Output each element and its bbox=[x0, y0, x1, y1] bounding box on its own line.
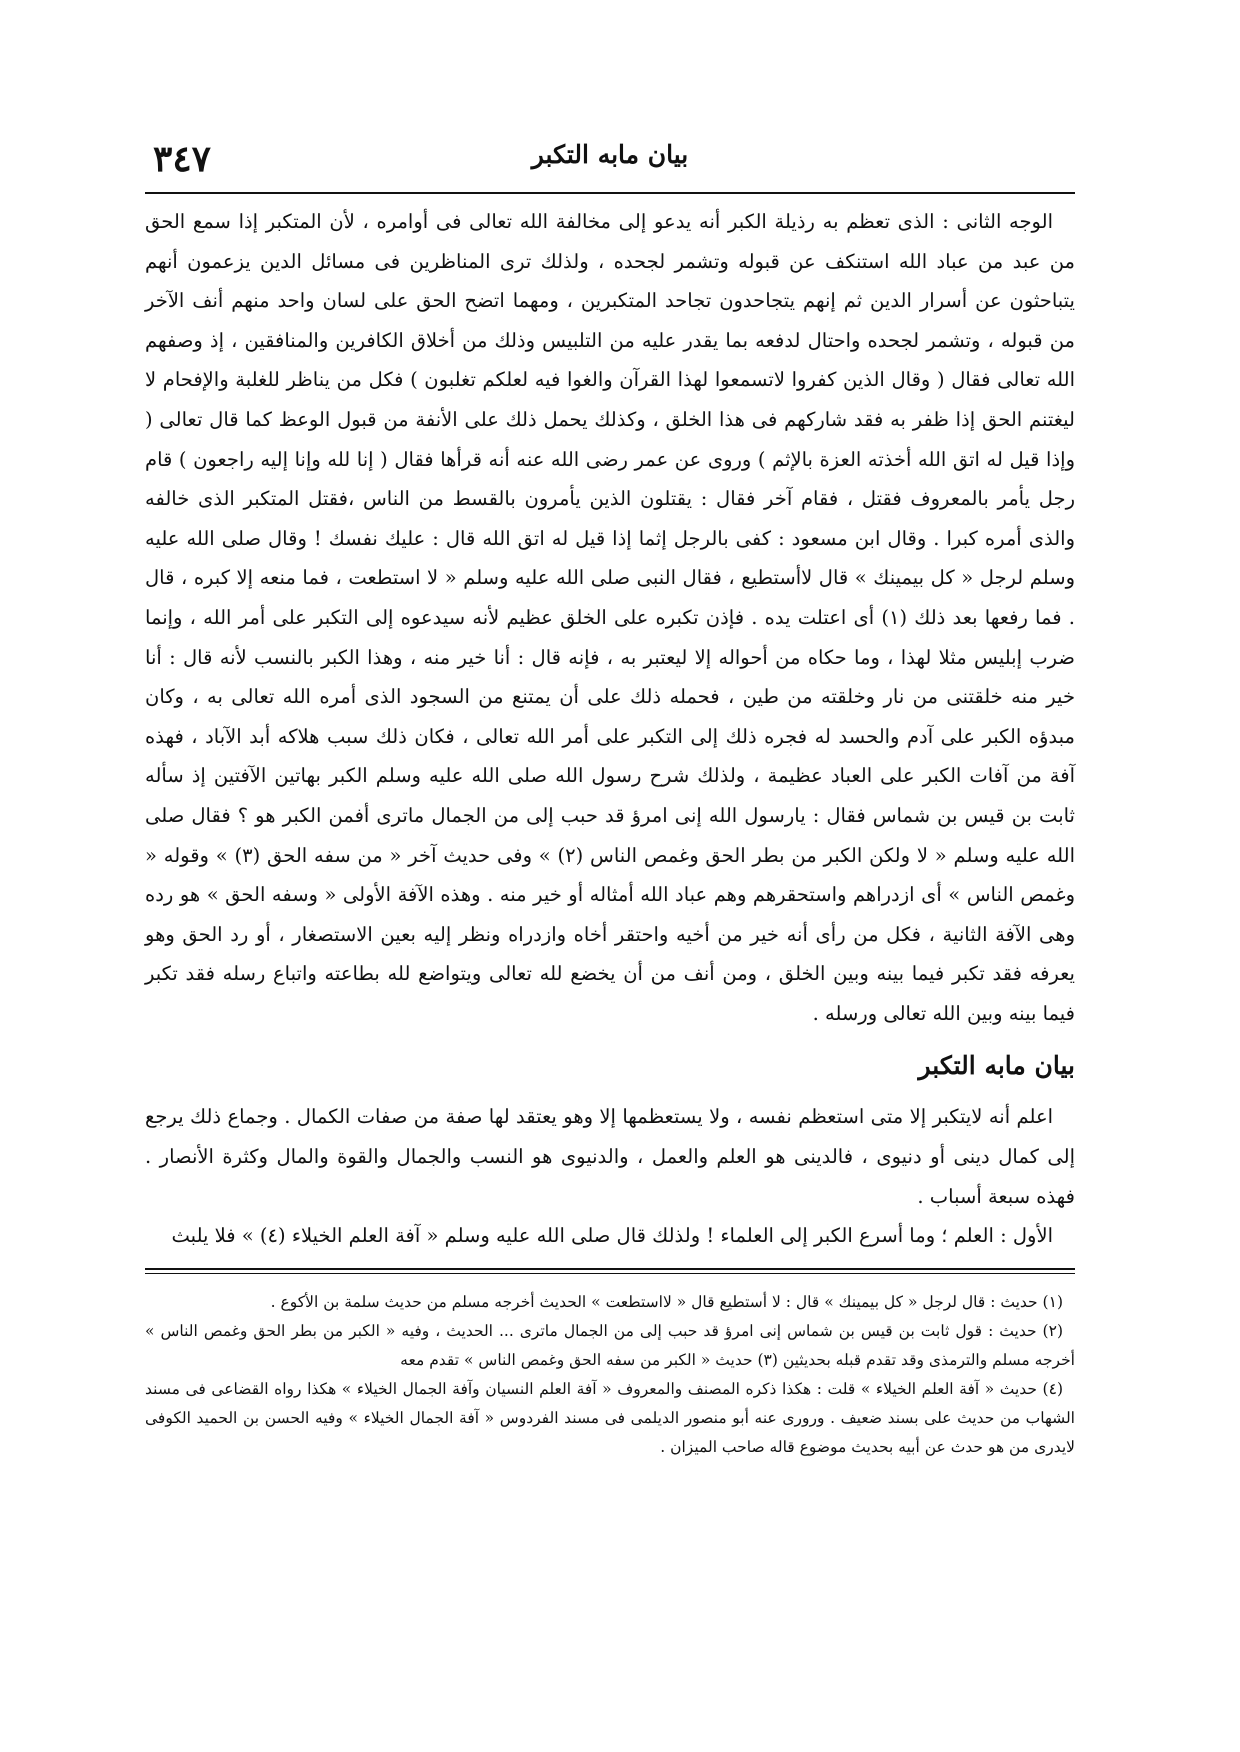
footnotes bbox=[145, 1288, 1075, 1462]
book-page bbox=[145, 130, 1075, 1690]
body-paragraph: الوجه الثانى : الذى تعظم به رذيلة الكبر أنه يدعو إلى مخالفة الله تعالى فى أوامره ، لأن المتكبر إذا سمع الحق من عبد من عباد الله استنكف عن قبوله وتشمر لجحده ، ولذلك ترى المناظرين فى مسائل الدين يزعمون أنهم يتباحثون عن أسرار الدين ثم إنهم يتجاحدون تجاحد المتكبرين ، ومهما اتضح الحق على لسان واحد منهم أنف الآخر من قبوله ، وتشمر لجحده واحتال لدفعه بما يقدر عليه من التلبيس وذلك من أخلاق الكافرين والمنافقين ، إذ وصفهم الله تعالى فقال ( وقال الذين كفروا لاتسمعوا لهذا القرآن والغوا فيه لعلكم تغلبون ) فكل من يناظر للغلبة والإفحام لا ليغتنم الحق إذا ظفر به فقد شاركهم فى هذا الخلق ، وكذلك يحمل ذلك على الأنفة من قبول الوعظ كما قال تعالى ( وإذا قيل له اتق الله أخذته العزة بالإثم ) وروى عن عمر رضى الله عنه أنه قرأها فقال ( إنا لله وإنا إليه راجعون ) قام رجل يأمر بالمعروف فقتل ، فقام آخر فقال : يقتلون الذين يأمرون بالقسط من الناس ،فقتل المتكبر الذى خالفه والذى أمره كبرا . وقال ابن مسعود : كفى بالرجل إثما إذا قيل له اتق الله قال : عليك نفسك ! وقال صلى الله عليه وسلم لرجل « كل بيمينك » قال لاأستطيع ، فقال النبى صلى الله عليه وسلم « لا استطعت ، فما منعه إلا كبره ، قال . فما رفعها بعد ذلك (١) أى اعتلت يده . فإذن تكبره على الخلق عظيم لأنه سيدعوه إلى التكبر على أمر الله ، وإنما ضرب إبليس مثلا لهذا ، وما حكاه من أحواله إلا ليعتبر به ، فإنه قال : أنا خير منه ، وهذا الكبر بالنسب لأنه قال : أنا خير منه خلقتنى من نار وخلقته من طين ، فحمله ذلك على أن يمتنع من السجود الذى أمره الله تعالى به ، وكان مبدؤه الكبر على آدم والحسد له فجره ذلك إلى التكبر على أمر الله تعالى ، فكان ذلك سبب هلاكه أبد الآباد ، فهذه آفة من آفات الكبر على العباد عظيمة ، ولذلك شرح رسول الله صلى الله عليه وسلم الكبر بهاتين الآفتين إذ سأله ثابت بن قيس بن شماس فقال : يارسول الله إنى امرؤ قد حبب إلى من الجمال ماترى أفمن الكبر هو ؟ فقال صلى الله عليه وسلم « لا ولكن الكبر من بطر الحق وغمص الناس (٢) » وفى حديث آخر « من سفه الحق (٣) » وقوله « وغمص الناس » أى ازدراهم واستحقرهم وهم عباد الله أمثاله أو خير منه . وهذه الآفة الأولى « وسفه الحق » هو رده وهى الآفة الثانية ، فكل من رأى أنه خير من أخيه واحتقر أخاه وازدراه ونظر إليه بعين الاستصغار ، أو رد الحق وهو يعرفه فقد تكبر فيما بينه وبين الخلق ، ومن أنف من أن يخضع لله تعالى ويتواضع لله بطاعته واتباع رسله فقد تكبر فيما بينه وبين الله تعالى ورسله . bbox=[145, 210, 1076, 1025]
running-title: بيان مابه التكبر bbox=[531, 140, 689, 169]
footnote: (٤) حديث « آفة العلم الخيلاء » قلت : هكذا ذكره المصنف والمعروف « آفة العلم النسيان وآفة الجمال الخيلاء » هكذا رواه القضاعى فى مسند الشهاب من حديث على بسند ضعيف . ورورى عنه أبو منصور الديلمى فى مسند الفردوس « آفة الجمال الخيلاء » وفيه الحسن بن الحميد الكوفى لايدرى من هو حدث عن أبيه بحديث موضوع قاله صاحب الميزان . bbox=[145, 1379, 1075, 1456]
body-paragraph: اعلم أنه لايتكبر إلا متى استعظم نفسه ، ولا يستعظمها إلا وهو يعتقد لها صفة من صفات الكمال . وجماع ذلك يرجع إلى كمال دينى أو دنيوى ، فالدينى هو العلم والعمل ، والدنيوى هو النسب والجمال والقوة والمال وكثرة الأنصار . فهذه سبعة أسباب . bbox=[145, 1105, 1075, 1208]
body-paragraph: الأول : العلم ؛ وما أسرع الكبر إلى العلماء ! ولذلك قال صلى الله عليه وسلم « آفة العلم الخيلاء (٤) » فلا يلبث bbox=[171, 1224, 1053, 1248]
running-head bbox=[145, 130, 1075, 192]
header-rule bbox=[145, 192, 1075, 194]
footnote-divider bbox=[145, 1268, 1075, 1274]
section-title: بيان مابه التكبر bbox=[918, 1051, 1075, 1081]
page-number: ٣٤٧ bbox=[153, 138, 212, 180]
footnote: (١) حديث : قال لرجل « كل بيمينك » قال : لا أستطيع قال « لااستطعت » الحديث أخرجه مسلم من حديث سلمة بن الأكوع . bbox=[270, 1292, 1063, 1311]
main-text bbox=[145, 202, 1075, 1256]
footnote: (٢) حديث : قول ثابت بن قيس بن شماس إنى امرؤ قد حبب إلى من الجمال ماترى ... الحديث ، وفيه « الكبر من بطر الحق وغمص الناس » أخرجه مسلم والترمذى وقد تقدم قبله بحديثين (٣) حديث « الكبر من سفه الحق وغمص الناس » تقدم معه bbox=[145, 1321, 1075, 1369]
